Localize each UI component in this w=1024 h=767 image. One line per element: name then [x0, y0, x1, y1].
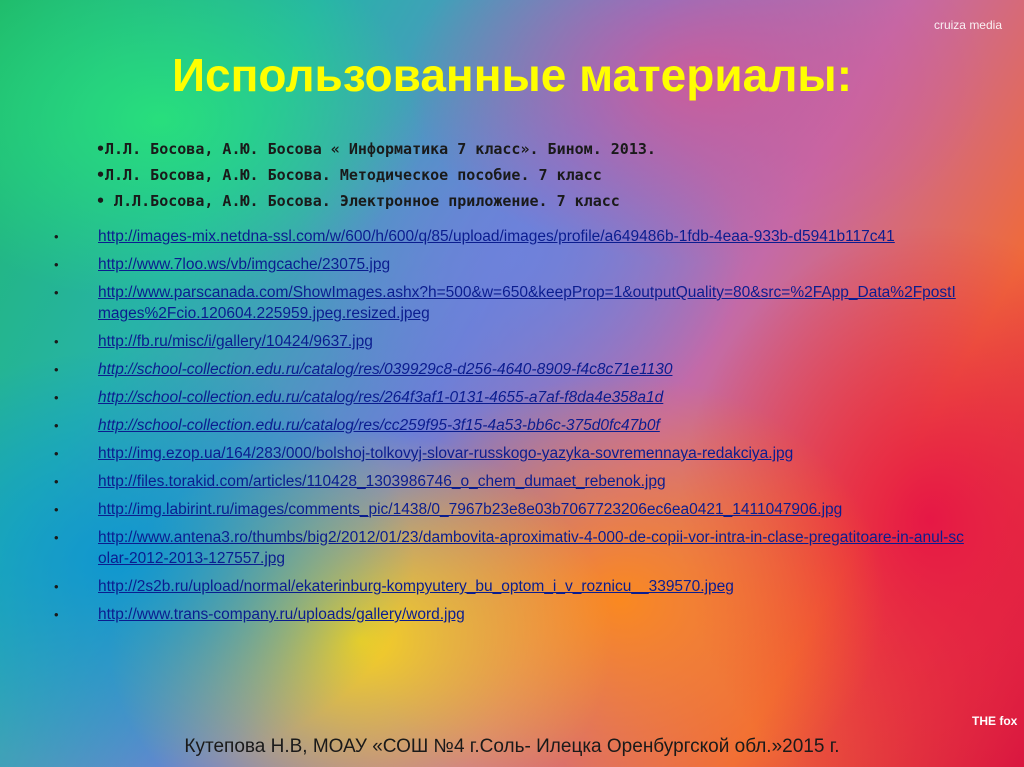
- list-item: [54, 331, 964, 352]
- link[interactable]: http://images-mix.netdna-ssl.com/w/600/h/600/q/85/upload/images/profile/a649486b-1fdb-4eaa-933b-d5941b117c41: [98, 228, 895, 245]
- brand-label: cruiza media: [933, 18, 1002, 32]
- bullet: •: [54, 229, 59, 244]
- references-list: [96, 136, 946, 214]
- fox-logo: THE fox: [972, 714, 1018, 728]
- link[interactable]: http://www.trans-company.ru/uploads/gallery/word.jpg: [98, 606, 465, 623]
- bullet: •: [54, 362, 59, 377]
- footer-credit: Кутепова Н.В, МОАУ «СОШ №4 г.Соль- Илецка Оренбургской обл.»2015 г.: [184, 736, 840, 757]
- list-item: [54, 499, 964, 520]
- link[interactable]: http://school-collection.edu.ru/catalog/res/cc259f95-3f15-4a53-bb6c-375d0fc47b0f: [98, 417, 660, 434]
- bullet: •: [54, 607, 59, 622]
- list-item: [54, 282, 964, 324]
- list-item: [54, 604, 964, 625]
- link[interactable]: http://www.antena3.ro/thumbs/big2/2012/01/23/dambovita-aproximativ-4-000-de-copii-vor-intra-in-clase-pregatitoare-in-anul-scolar-2012-2013-127557.jpg: [98, 529, 964, 567]
- link[interactable]: http://school-collection.edu.ru/catalog/res/039929c8-d256-4640-8909-f4c8c71e1130: [98, 361, 673, 378]
- bullet: •: [54, 474, 59, 489]
- link[interactable]: http://img.ezop.ua/164/283/000/bolshoj-tolkovyj-slovar-russkogo-yazyka-sovremennaya-redakciya.jpg: [98, 445, 794, 462]
- bullet: •: [54, 530, 59, 545]
- list-item: [54, 576, 964, 597]
- link[interactable]: http://www.parscanada.com/ShowImages.ashx?h=500&w=650&keepProp=1&outputQuality=80&src=%2FApp_Data%2FpostImages%2Fcio.120604.225959.jpeg.resized.jpeg: [98, 284, 956, 322]
- list-item: [54, 226, 964, 247]
- list-item: [54, 415, 964, 436]
- list-item: [54, 254, 964, 275]
- links-list: [54, 226, 964, 632]
- link[interactable]: http://2s2b.ru/upload/normal/ekaterinburg-kompyutery_bu_optom_i_v_roznicu__339570.jpeg: [98, 578, 734, 595]
- bullet: •: [54, 446, 59, 461]
- bullet: •: [54, 257, 59, 272]
- bullet: •: [54, 502, 59, 517]
- link[interactable]: http://school-collection.edu.ru/catalog/res/264f3af1-0131-4655-a7af-f8da4e358a1d: [98, 389, 664, 406]
- list-item: [54, 359, 964, 380]
- bullet: •: [54, 334, 59, 349]
- link[interactable]: http://fb.ru/misc/i/gallery/10424/9637.jpg: [98, 333, 373, 350]
- reference-item: •Л.Л. Босова, А.Ю. Босова. Методическое пособие. 7 класс: [96, 166, 602, 184]
- bullet: •: [54, 285, 59, 300]
- list-item: [54, 443, 964, 464]
- reference-item: • Л.Л.Босова, А.Ю. Босова. Электронное приложение. 7 класс: [96, 192, 620, 210]
- bullet: •: [54, 390, 59, 405]
- link[interactable]: http://img.labirint.ru/images/comments_pic/1438/0_7967b23e8e03b7067723206ec6ea0421_1411047906.jpg: [98, 501, 843, 518]
- list-item: [54, 387, 964, 408]
- link[interactable]: http://www.7loo.ws/vb/imgcache/23075.jpg: [98, 256, 391, 273]
- reference-item: •Л.Л. Босова, А.Ю. Босова « Информатика 7 класс». Бином. 2013.: [96, 140, 656, 158]
- list-item: [54, 471, 964, 492]
- bullet: •: [54, 418, 59, 433]
- list-item: [54, 527, 964, 569]
- bullet: •: [54, 579, 59, 594]
- link[interactable]: http://files.torakid.com/articles/110428_1303986746_o_chem_dumaet_rebenok.jpg: [98, 473, 666, 490]
- slide-title: Использованные материалы:: [171, 49, 853, 101]
